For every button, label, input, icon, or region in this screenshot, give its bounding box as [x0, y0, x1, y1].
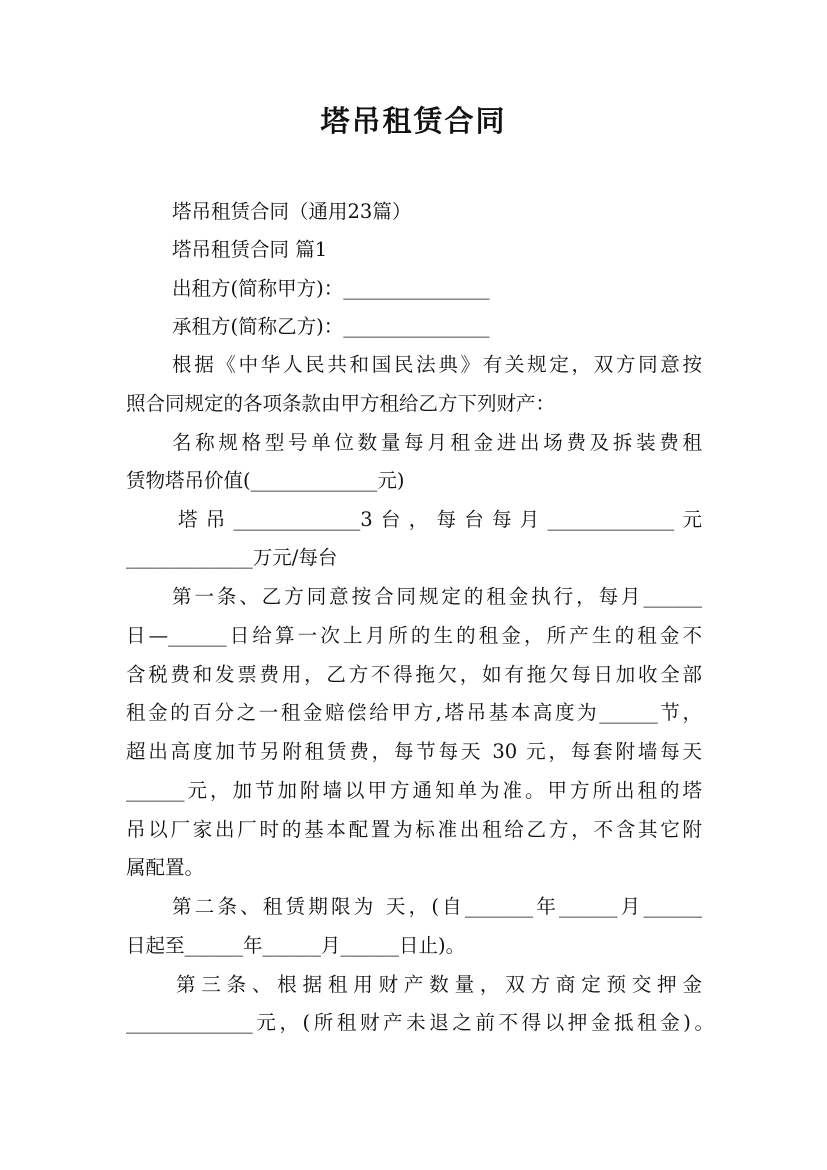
doc-line-article-3-2: _____________元，(所租财产未退之前不得以押金抵租金)。: [126, 1011, 714, 1034]
doc-line-article-1-4: 租金的百分之一租金赔偿给甲方,塔吊基本高度为______节，: [126, 701, 702, 724]
doc-line-article-1-7: 吊以厂家出厂时的基本配置为标准出租给乙方，不含其它附: [126, 818, 702, 841]
doc-line-article-1-1: 第一条、乙方同意按合同规定的租金执行，每月______: [172, 585, 702, 608]
document-title: 塔吊租赁合同: [320, 104, 507, 138]
doc-line-subtitle: 塔吊租赁合同（通用23篇）: [172, 200, 412, 223]
doc-line-article-1-5: 超出高度加节另附租赁费，每节每天 30 元，每套附墙每天: [126, 740, 702, 763]
doc-line-tower-crane-row: 塔吊_____________3台，每台每月_____________元: [178, 508, 702, 531]
doc-line-article-2-2: 日起至______年______月______日止)。: [126, 934, 466, 957]
doc-line-table-header-1: 名称规格型号单位数量每月租金进出场费及拆装费租: [172, 431, 702, 454]
doc-line-article-1-8: 属配置。: [126, 856, 205, 879]
doc-line-table-header-2: 赁物塔吊价值(_____________元): [126, 469, 405, 492]
doc-line-preamble-1: 根据《中华人民共和国民法典》有关规定，双方同意按: [172, 353, 702, 376]
doc-line-article-3-1: 第三条、根据租用财产数量，双方商定预交押金: [176, 973, 702, 996]
doc-line-article-1-6: ______元，加节加附墙以甲方通知单为准。甲方所出租的塔: [126, 779, 702, 802]
doc-line-lessor: 出租方(简称甲方)：_______________: [172, 277, 490, 300]
doc-line-lessee: 承租方(简称乙方)：_______________: [172, 315, 490, 338]
doc-line-article-2-1: 第二条、租赁期限为 天，(自_______年______月______: [172, 895, 702, 918]
doc-line-price-per-unit: _____________万元/每台: [126, 546, 338, 569]
doc-line-article-1-3: 含税费和发票费用，乙方不得拖欠，如有拖欠每日加收全部: [126, 663, 702, 686]
doc-line-article-1-2: 日—______日给算一次上月所的生的租金，所产生的租金不: [126, 624, 702, 647]
doc-line-preamble-2: 照合同规定的各项条款由甲方租给乙方下列财产：: [126, 392, 556, 415]
doc-line-section-heading: 塔吊租赁合同 篇1: [172, 238, 328, 261]
